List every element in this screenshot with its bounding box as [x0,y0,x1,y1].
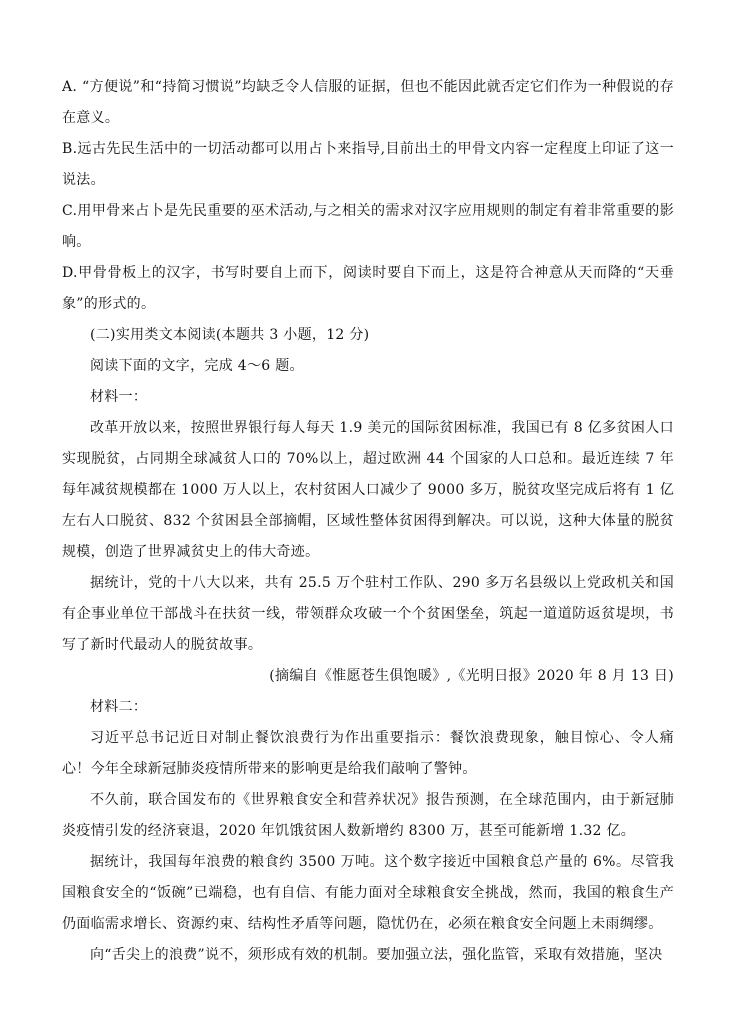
option-c: C.用甲骨来占卜是先民重要的巫术活动,与之相关的需求对汉字应用规则的制定有着非常重要的影响。 [62,203,674,250]
option-d: D.甲骨骨板上的汉字，书写时要自上而下，阅读时要自下而上，这是符合神意从天而降的“天垂象”的形式的。 [62,265,674,312]
section-instruction: 阅读下面的文字，完成 4～6 题。 [90,358,304,374]
material-two-paragraph-3: 据统计，我国每年浪费的粮食约 3500 万吨。这个数字接近中国粮食总产量的 6%。尽管我国粮食安全的“饭碗”已端稳，也有自信、有能力面对全球粮食安全挑战，然而，我国的粮食生产仍面临需求增长、资源约束、结构性矛盾等问题，隐忧仍在，必须在粮食安全问题上未雨绸缪。 [62,854,674,932]
document-page [62,72,674,971]
option-a: A. “方便说”和“持简习惯说”均缺乏令人信服的证据，但也不能因此就否定它们作为一种假说的存在意义。 [62,79,674,126]
material-one-paragraph-1: 改革开放以来，按照世界银行每人每天 1.9 美元的国际贫困标准，我国已有 8 亿多贫困人口实现脱贫，占同期全球减贫人口的 70%以上，超过欧洲 44 个国家的人口总和。最近连续 7 年每年减贫规模都在 1000 万人以上，农村贫困人口减少了 9000 多万，脱贫攻坚完成后将有 1 亿左右人口脱贫、832 个贫困县全部摘帽，区域性整体贫困得到解决。可以说，这种大体量的脱贫规模，创造了世界减贫史上的伟大奇迹。 [62,420,674,560]
material-two-label: 材料二： [90,699,148,715]
material-two-paragraph-2: 不久前，联合国发布的《世界粮食安全和营养状况》报告预测，在全球范围内，由于新冠肺炎疫情引发的经济衰退，2020 年饥饿贫困人数新增约 8300 万，甚至可能新增 1.32 亿。 [62,792,674,839]
material-two-paragraph-4: 向“舌尖上的浪费”说不，须形成有效的机制。要加强立法，强化监管，采取有效措施，坚决 [90,947,663,963]
option-b: B.远古先民生活中的一切活动都可以用占卜来指导,目前出土的甲骨文内容一定程度上印证了这一说法。 [62,141,674,188]
section-heading: (二)实用类文本阅读(本题共 3 小题，12 分) [90,327,370,343]
material-one-source: (摘编自《惟愿苍生俱饱暖》,《光明日报》2020 年 8 月 13 日) [269,668,674,684]
material-one-paragraph-2: 据统计，党的十八大以来，共有 25.5 万个驻村工作队、290 多万名县级以上党政机关和国有企事业单位干部战斗在扶贫一线，带领群众攻破一个个贫困堡垒，筑起一道道防返贫堤坝，书写了新时代最动人的脱贫故事。 [62,575,674,653]
material-one-label: 材料一： [90,389,148,405]
material-two-paragraph-1: 习近平总书记近日对制止餐饮浪费行为作出重要指示：餐饮浪费现象，触目惊心、令人痛心！今年全球新冠肺炎疫情所带来的影响更是给我们敲响了警钟。 [62,730,674,777]
